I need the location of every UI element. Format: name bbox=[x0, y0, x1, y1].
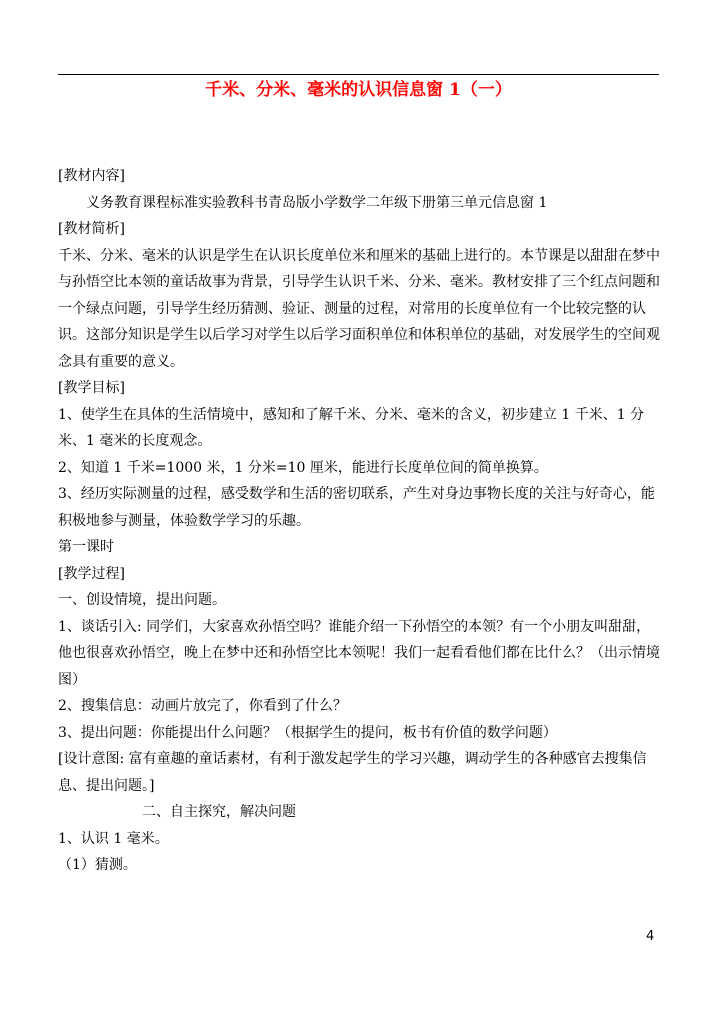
header-rule bbox=[58, 74, 659, 75]
step-heading-1: 一、创设情境，提出问题。 bbox=[58, 592, 226, 608]
step-1-3: 3、提出问题：你能提出什么问题？（根据学生的提问，板书有价值的数学问题） bbox=[58, 724, 557, 741]
paragraph-analysis: 千米、分米、毫米的认识是学生在认识长度单位米和厘米的基础上进行的。本节课是以甜甜在梦中与孙悟空比本领的童话故事为背景，引导学生认识千米、分米、毫米。教材安排了三个红点问题和一个绿点问题，引导学生经历猜测、验证、测量的过程，对常用的长度单位有一个比较完整的认识。这部分知识是学生以后学习对学生以后学习面积单位和体积单位的基础，对发展学生的空间观念具有重要的意义。 bbox=[58, 247, 660, 370]
page-number: 4 bbox=[646, 929, 655, 944]
step-heading-2: 二、自主探究，解决问题 bbox=[142, 804, 296, 820]
step-2-1: 1、认识 1 毫米。 bbox=[58, 830, 169, 847]
section-heading-analysis: [教材简析] bbox=[58, 221, 125, 237]
document-title: 千米、分米、毫米的认识信息窗 1（一） bbox=[205, 80, 512, 100]
step-1-1: 1、谈话引入: 同学们，大家喜欢孙悟空吗？谁能介绍一下孙悟空的本领？有一个小朋友叫甜甜，他也很喜欢孙悟空，晚上在梦中还和孙悟空比本领呢！我们一起看看他们都在比什么？（出示情境图） bbox=[58, 618, 660, 688]
goal-item-1: 1、使学生在具体的生活情境中，感知和了解千米、分米、毫米的含义，初步建立 1 千米、1 分米、1 毫米的长度观念。 bbox=[58, 406, 645, 449]
step-1-2: 2、搜集信息：动画片放完了，你看到了什么？ bbox=[58, 698, 347, 714]
step-2-1-1: （1）猜测。 bbox=[58, 857, 137, 873]
lesson-label: 第一课时 bbox=[58, 539, 114, 555]
goal-item-3: 3、经历实际测量的过程，感受数学和生活的密切联系，产生对身边事物长度的关注与好奇心，能积极地参与测量，体验数学学习的乐趣。 bbox=[58, 486, 655, 529]
section-heading-process: [教学过程] bbox=[58, 565, 125, 582]
document-body bbox=[58, 163, 662, 879]
design-intent: [设计意图: 富有童趣的童话素材，有利于激发起学生的学习兴趣，调动学生的各种感官去搜集信息、提出问题。] bbox=[58, 751, 647, 794]
paragraph-textbook: 义务教育课程标准实验教科书青岛版小学数学二年级下册第三单元信息窗 1 bbox=[86, 194, 548, 211]
section-heading-goals: [教学目标] bbox=[58, 380, 125, 396]
goal-item-2: 2、知道 1 千米=1000 米，1 分米=10 厘米，能进行长度单位间的简单换算。 bbox=[58, 459, 548, 476]
section-heading-content: [教材内容] bbox=[58, 168, 125, 184]
